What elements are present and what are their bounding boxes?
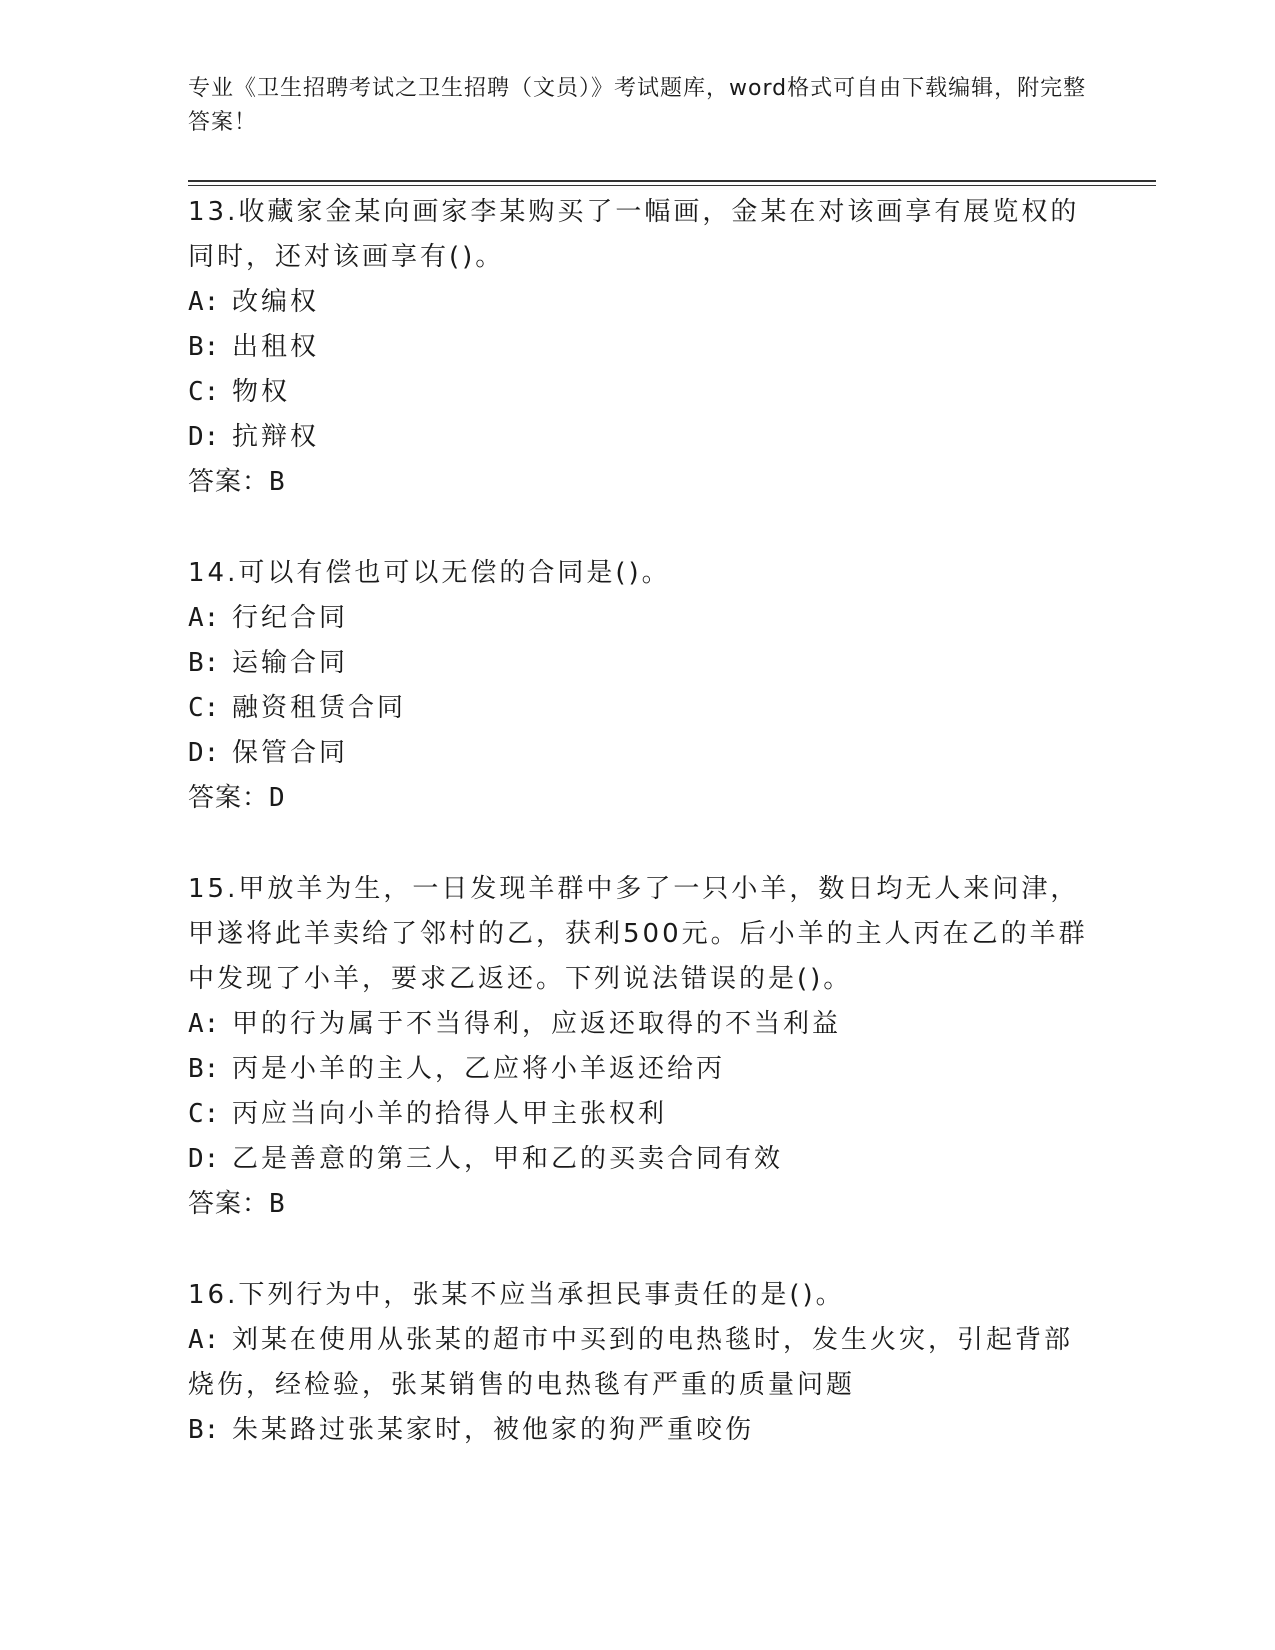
option-b — [188, 325, 1088, 370]
option-letter: D: — [188, 1144, 220, 1174]
option-letter: A: — [188, 287, 220, 317]
option-text: 抗辩权 — [232, 422, 320, 452]
option-text: 朱某路过张某家时，被他家的狗严重咬伤 — [232, 1415, 755, 1445]
question-list — [188, 190, 1088, 1499]
question-stem: 14.可以有偿也可以无偿的合同是()。 — [188, 558, 671, 588]
option-letter: D: — [188, 422, 220, 452]
document-header — [188, 72, 1088, 140]
header-divider — [188, 180, 1156, 186]
option-text: 改编权 — [232, 287, 320, 317]
option-letter: B: — [188, 1054, 220, 1084]
option-text: 出租权 — [232, 332, 320, 362]
option-text: 运输合同 — [232, 648, 349, 678]
answer-line — [188, 460, 1088, 505]
option-text: 丙应当向小羊的拾得人甲主张权利 — [232, 1099, 668, 1129]
option-letter: A: — [188, 1325, 220, 1355]
option-text: 行纪合同 — [232, 603, 349, 633]
question-16 — [188, 1273, 1088, 1453]
option-text: 丙是小羊的主人，乙应将小羊返还给丙 — [232, 1054, 726, 1084]
option-letter: A: — [188, 1009, 220, 1039]
option-a — [188, 280, 1088, 325]
option-letter: B: — [188, 648, 220, 678]
option-text: 刘某在使用从张某的超市中买到的电热毯时，发生火灾，引起背部烧伤，经检验，张某销售的电热毯有严重的质量问题 — [188, 1325, 1074, 1400]
option-letter: B: — [188, 332, 220, 362]
option-b — [188, 1408, 1088, 1453]
option-d — [188, 415, 1088, 460]
option-letter: C: — [188, 1099, 220, 1129]
option-text: 甲的行为属于不当得利，应返还取得的不当利益 — [232, 1009, 842, 1039]
option-a — [188, 1002, 1088, 1047]
answer-value: B — [269, 1189, 286, 1219]
option-c — [188, 370, 1088, 415]
answer-value: B — [269, 467, 286, 497]
header-text: 专业《卫生招聘考试之卫生招聘（文员）》考试题库，word格式可自由下载编辑，附完整答案！ — [188, 76, 1087, 135]
question-stem: 15.甲放羊为生，一日发现羊群中多了一只小羊，数日均无人来问津，甲遂将此羊卖给了邻村的乙，获利500元。后小羊的主人丙在乙的羊群中发现了小羊，要求乙返还。下列说法错误的是()。 — [188, 874, 1088, 994]
option-c — [188, 686, 1088, 731]
answer-line — [188, 1182, 1088, 1227]
option-text: 物权 — [232, 377, 291, 407]
option-b — [188, 1047, 1088, 1092]
answer-line — [188, 776, 1088, 821]
answer-label: 答案： — [188, 783, 270, 813]
question-14 — [188, 551, 1088, 821]
option-letter: B: — [188, 1415, 220, 1445]
option-text: 乙是善意的第三人，甲和乙的买卖合同有效 — [232, 1144, 784, 1174]
option-text: 融资租赁合同 — [232, 693, 407, 723]
question-stem: 16.下列行为中，张某不应当承担民事责任的是()。 — [188, 1280, 845, 1310]
question-13 — [188, 190, 1088, 505]
option-b — [188, 641, 1088, 686]
option-letter: A: — [188, 603, 220, 633]
answer-value: D — [269, 783, 286, 813]
answer-label: 答案： — [188, 1189, 270, 1219]
option-d — [188, 1137, 1088, 1182]
option-text: 保管合同 — [232, 738, 349, 768]
answer-label: 答案： — [188, 467, 270, 497]
option-letter: D: — [188, 738, 220, 768]
question-stem: 13.收藏家金某向画家李某购买了一幅画，金某在对该画享有展览权的同时，还对该画享有()。 — [188, 197, 1080, 272]
option-a — [188, 1318, 1088, 1408]
question-15 — [188, 867, 1088, 1227]
option-a — [188, 596, 1088, 641]
option-letter: C: — [188, 693, 220, 723]
option-c — [188, 1092, 1088, 1137]
option-letter: C: — [188, 377, 220, 407]
option-d — [188, 731, 1088, 776]
